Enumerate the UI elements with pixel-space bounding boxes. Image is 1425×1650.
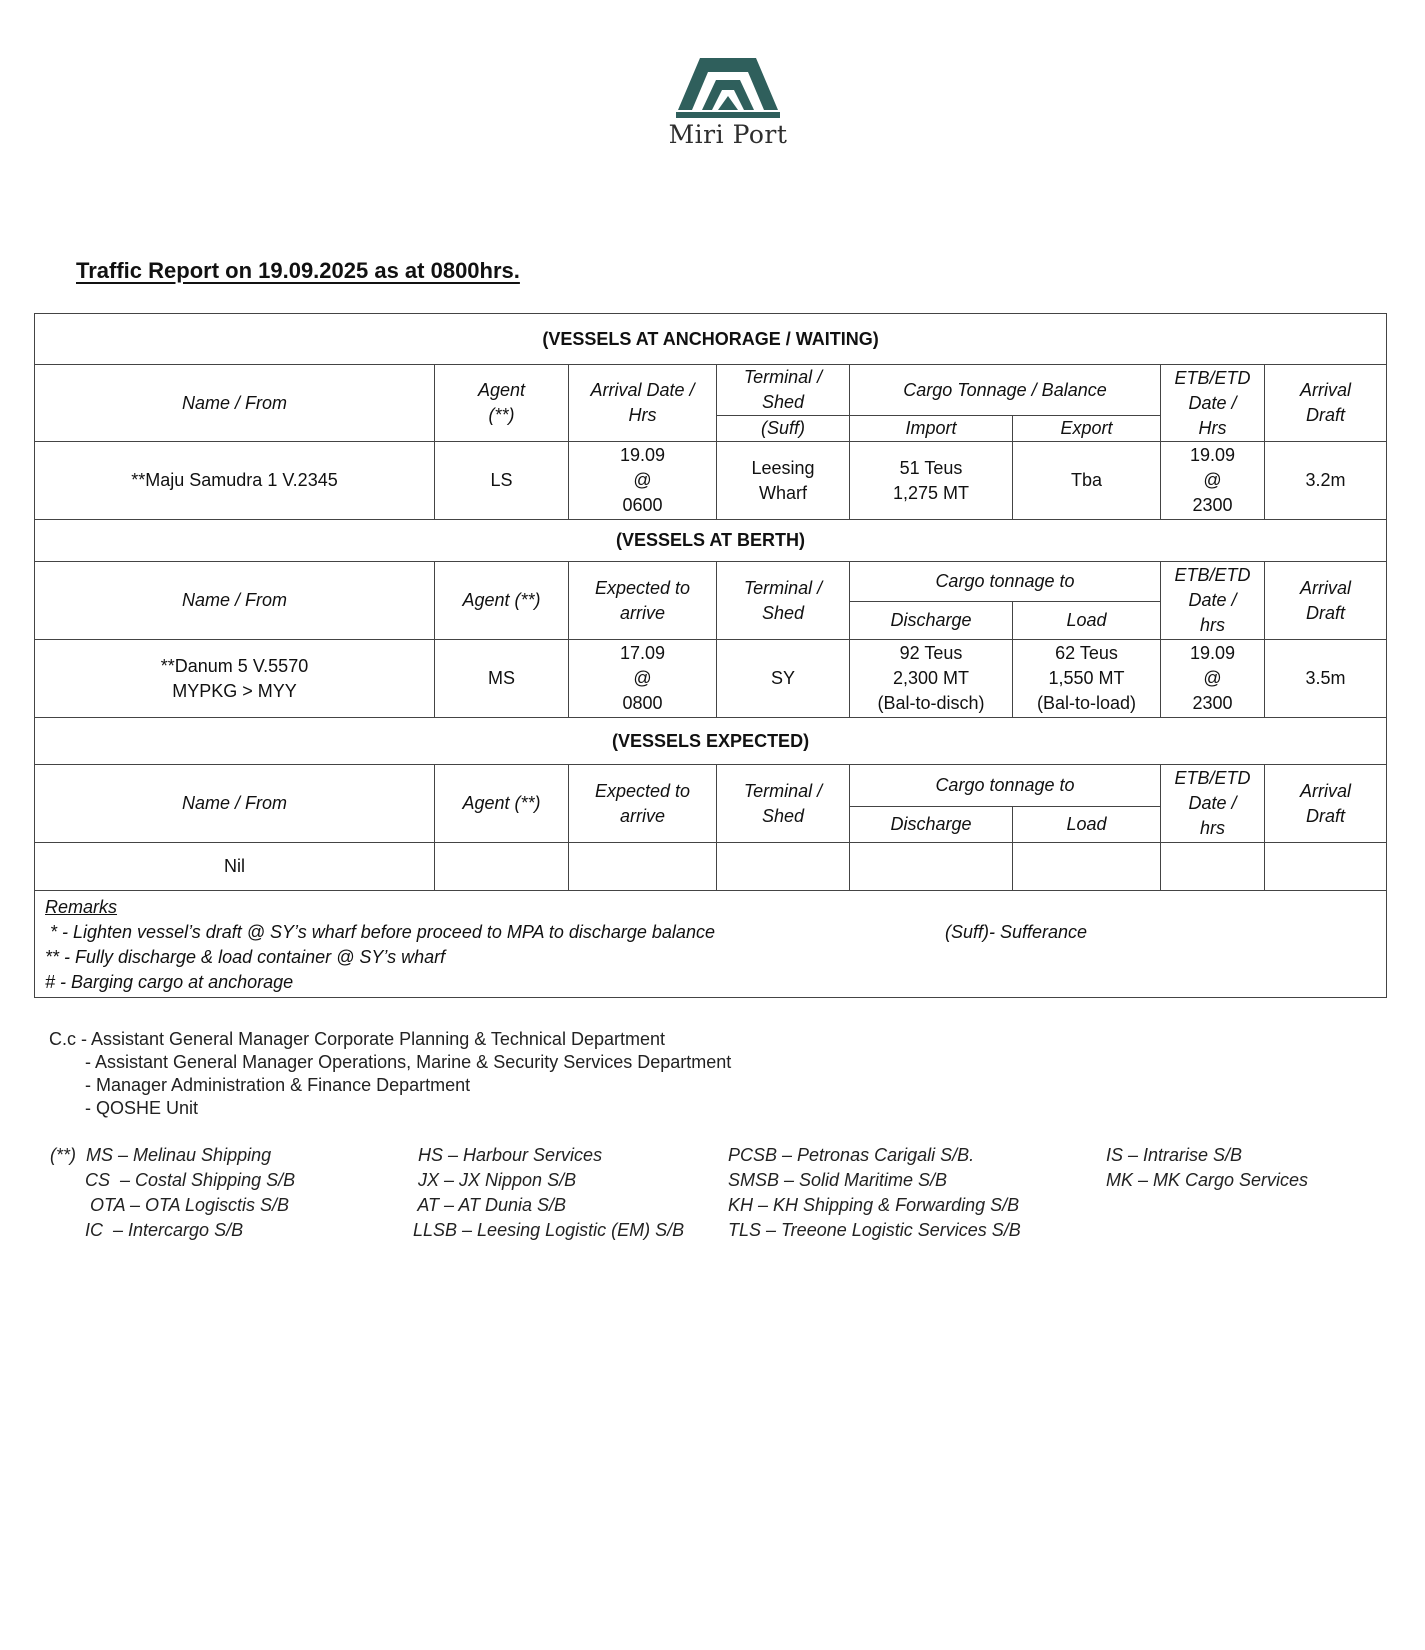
agent-legend-item: HS – Harbour Services <box>413 1145 603 1165</box>
agent-legend-item: CS – Costal Shipping S/B <box>50 1170 296 1190</box>
remarks-cell <box>35 891 1387 998</box>
agent-legend-col-1 <box>50 1143 295 1243</box>
vessel-agent: MS <box>435 640 569 718</box>
vessel-etb: 19.09 @ 2300 <box>1161 442 1265 520</box>
agent-legend-item: KH – KH Shipping & Forwarding S/B <box>728 1195 1020 1215</box>
remarks-line-2: ** - Fully discharge & load container @ SY’s wharf <box>45 947 446 967</box>
port-emblem-icon <box>672 52 784 122</box>
vessel-name: **Danum 5 V.5570 MYPKG > MYY <box>35 640 435 718</box>
logo-wordmark: Miri Port <box>668 120 788 149</box>
vessel-terminal: SY <box>717 640 850 718</box>
header-load: Load <box>1013 807 1161 843</box>
header-arrival: Arrival Date / Hrs <box>569 365 717 442</box>
vessel-draft: 3.5m <box>1265 640 1387 718</box>
empty-cell <box>850 843 1013 891</box>
agent-legend-item: JX – JX Nippon S/B <box>413 1170 577 1190</box>
cc-line: C.c - Assistant General Manager Corporate Planning & Technical Department <box>49 1029 665 1049</box>
vessel-draft: 3.2m <box>1265 442 1387 520</box>
expected-section-title: (VESSELS EXPECTED) <box>35 718 1387 765</box>
header-agent: Agent (**) <box>435 562 569 640</box>
header-expected: Expected to arrive <box>569 562 717 640</box>
remarks-title: Remarks <box>45 897 118 917</box>
remarks-line-1 <box>45 920 1376 945</box>
header-discharge: Discharge <box>850 807 1013 843</box>
header-agent: Agent (**) <box>435 365 569 442</box>
anchorage-header-row <box>35 365 1387 416</box>
header-agent: Agent (**) <box>435 765 569 843</box>
empty-cell <box>717 843 850 891</box>
empty-cell <box>435 843 569 891</box>
agent-legend-item: OTA – OTA Logisctis S/B <box>50 1195 290 1215</box>
vessel-agent: LS <box>435 442 569 520</box>
expected-section-row <box>35 718 1387 765</box>
expected-header-row <box>35 765 1387 807</box>
empty-cell <box>1013 843 1161 891</box>
agent-legend-col-3 <box>728 1143 1021 1243</box>
agent-legend-item: IS – Intrarise S/B <box>1106 1145 1243 1165</box>
berth-header-row <box>35 562 1387 602</box>
vessel-arrival: 19.09 @ 0600 <box>569 442 717 520</box>
vessel-name: **Maju Samudra 1 V.2345 <box>35 442 435 520</box>
header-name-from: Name / From <box>35 765 435 843</box>
vessel-arrival: 17.09 @ 0800 <box>569 640 717 718</box>
anchorage-section-row <box>35 314 1387 365</box>
vessel-export: Tba <box>1013 442 1161 520</box>
table-row <box>35 640 1387 718</box>
vessel-terminal: Leesing Wharf <box>717 442 850 520</box>
agent-legend-item: LLSB – Leesing Logistic (EM) S/B <box>413 1220 685 1240</box>
header-arrival-draft: Arrival Draft <box>1265 562 1387 640</box>
remarks-row <box>35 891 1387 998</box>
traffic-report-table <box>34 313 1387 998</box>
cc-list <box>49 1028 731 1120</box>
header-export: Export <box>1013 416 1161 442</box>
empty-cell <box>1161 843 1265 891</box>
header-cargo-tonnage: Cargo tonnage to <box>850 562 1161 602</box>
table-row <box>35 843 1387 891</box>
remarks-text-1: * - Lighten vessel’s draft @ SY’s wharf before proceed to MPA to discharge balance <box>45 922 715 942</box>
berth-section-row <box>35 520 1387 562</box>
header-etb-etd: ETB/ETD Date / hrs <box>1161 765 1265 843</box>
header-arrival-draft: Arrival Draft <box>1265 765 1387 843</box>
header-terminal: Terminal / Shed <box>717 365 850 416</box>
header-etb-etd: ETB/ETD Date / hrs <box>1161 562 1265 640</box>
agent-legend-item: (**) MS – Melinau Shipping <box>50 1145 272 1165</box>
agent-legend-item: SMSB – Solid Maritime S/B <box>728 1170 948 1190</box>
header-cargo-tonnage: Cargo tonnage to <box>850 765 1161 807</box>
header-name-from: Name / From <box>35 562 435 640</box>
report-title: Traffic Report on 19.09.2025 as at 0800hrs. <box>76 258 520 283</box>
header-expected: Expected to arrive <box>569 765 717 843</box>
agent-legend-item: TLS – Treeone Logistic Services S/B <box>728 1220 1021 1240</box>
remarks-suff: (Suff)- Sufferance <box>945 922 1088 942</box>
agent-legend-item: IC – Intercargo S/B <box>50 1220 244 1240</box>
agent-legend-item: AT – AT Dunia S/B <box>413 1195 567 1215</box>
header-etb-etd: ETB/ETD Date / Hrs <box>1161 365 1265 442</box>
agent-legend-col-2 <box>413 1143 684 1243</box>
agent-legend-item: MK – MK Cargo Services <box>1106 1170 1309 1190</box>
header-suff: (Suff) <box>717 416 850 442</box>
header-import: Import <box>850 416 1013 442</box>
vessel-etb: 19.09 @ 2300 <box>1161 640 1265 718</box>
vessel-name-nil: Nil <box>35 843 435 891</box>
remarks-line-3: # - Barging cargo at anchorage <box>45 972 294 992</box>
vessel-discharge: 92 Teus 2,300 MT (Bal-to-disch) <box>850 640 1013 718</box>
header-cargo-balance: Cargo Tonnage / Balance <box>850 365 1161 416</box>
miri-port-logo <box>664 52 792 149</box>
vessel-load: 62 Teus 1,550 MT (Bal-to-load) <box>1013 640 1161 718</box>
empty-cell <box>1265 843 1387 891</box>
header-terminal: Terminal / Shed <box>717 765 850 843</box>
agent-legend-col-4 <box>1106 1143 1308 1193</box>
cc-line: - QOSHE Unit <box>85 1098 199 1118</box>
agent-legend-item: PCSB – Petronas Carigali S/B. <box>728 1145 975 1165</box>
header-name-from: Name / From <box>35 365 435 442</box>
cc-line: - Assistant General Manager Operations, Marine & Security Services Department <box>85 1052 732 1072</box>
anchorage-section-title: (VESSELS AT ANCHORAGE / WAITING) <box>35 314 1387 365</box>
cc-line: - Manager Administration & Finance Department <box>85 1075 471 1095</box>
berth-section-title: (VESSELS AT BERTH) <box>35 520 1387 562</box>
header-discharge: Discharge <box>850 602 1013 640</box>
empty-cell <box>569 843 717 891</box>
table-row <box>35 442 1387 520</box>
header-terminal: Terminal / Shed <box>717 562 850 640</box>
header-arrival-draft: Arrival Draft <box>1265 365 1387 442</box>
vessel-import: 51 Teus 1,275 MT <box>850 442 1013 520</box>
header-load: Load <box>1013 602 1161 640</box>
